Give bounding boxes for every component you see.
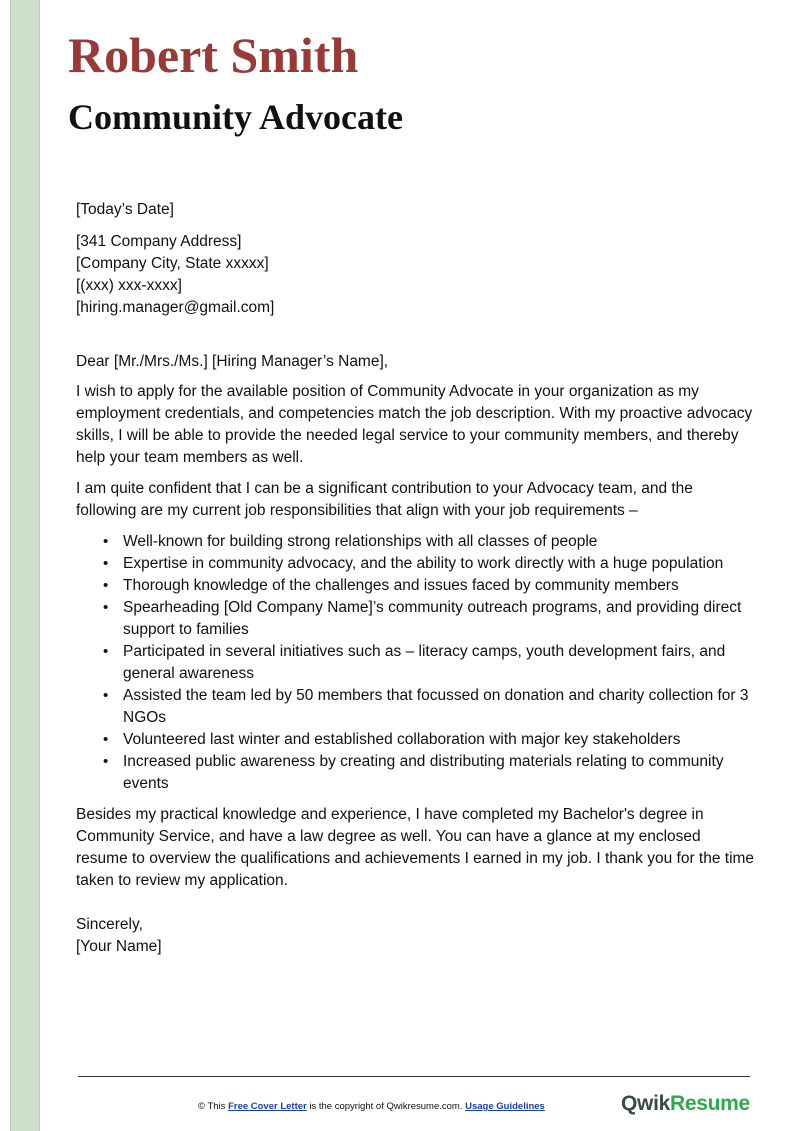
bullet-icon: •: [103, 687, 109, 704]
salutation: Dear [Mr./Mrs./Ms.] [Hiring Manager’s Name],: [76, 353, 389, 370]
bullet-icon: •: [103, 753, 109, 770]
recipient-address: [76, 231, 756, 319]
bullet-icon: •: [103, 533, 109, 550]
sign-off: Sincerely,: [76, 916, 143, 933]
address-line: [Company City, State xxxxx]: [76, 255, 269, 272]
list-item: • Well-known for building strong relationships with all classes of people: [76, 531, 756, 553]
paragraph-intro: I wish to apply for the available position of Community Advocate in your organization as my employment credentials, and competencies match the job description. With my proactive advocacy skills, I will be able to provide the needed legal service to your community members, and thereby help your team members as well.: [76, 383, 753, 466]
free-cover-letter-link[interactable]: Free Cover Letter: [228, 1101, 307, 1112]
applicant-name: Robert Smith: [68, 27, 359, 83]
letter-body: [76, 199, 756, 958]
paragraph-responsibilities: I am quite confident that I can be a significant contribution to your Advocacy team, and the following are my current job responsibilities that align with your job requirements –: [76, 480, 693, 519]
list-item: • Participated in several initiatives such as – literacy camps, youth development fairs, and general awareness: [103, 643, 726, 682]
bullet-icon: •: [103, 643, 109, 660]
qwikresume-logo: QwikResume: [621, 1092, 750, 1115]
job-title: Community Advocate: [68, 97, 403, 137]
bullet-icon: •: [103, 599, 109, 616]
list-item: • Volunteered last winter and established collaboration with major key stakeholders: [76, 729, 756, 751]
footer-divider: [78, 1076, 750, 1077]
bullet-icon: •: [103, 577, 109, 594]
decorative-side-bar: [10, 0, 40, 1131]
list-item: • Spearheading [Old Company Name]’s community outreach programs, and providing direct support to families: [103, 599, 742, 638]
list-item: • Assisted the team led by 50 members that focussed on donation and charity collection for 3 NGOs: [103, 687, 749, 726]
bullet-icon: •: [103, 731, 109, 748]
address-line: [hiring.manager@gmail.com]: [76, 299, 275, 316]
bullet-icon: •: [103, 555, 109, 572]
letter-date: [Today’s Date]: [76, 201, 174, 218]
list-item: • Thorough knowledge of the challenges and issues faced by community members: [76, 575, 756, 597]
address-line: [(xxx) xxx-xxxx]: [76, 277, 182, 294]
address-line: [341 Company Address]: [76, 233, 242, 250]
usage-guidelines-link[interactable]: Usage Guidelines: [465, 1101, 545, 1112]
paragraph-closing: Besides my practical knowledge and experience, I have completed my Bachelor's degree in Community Service, and have a law degree as well. You can have a glance at my enclosed resume to overview the qualifications and achievements I earned in my job. I thank you for the time taken to review my application.: [76, 806, 755, 889]
list-item: • Expertise in community advocacy, and the ability to work directly with a huge population: [76, 553, 756, 575]
responsibility-list: [76, 531, 756, 795]
footer-copyright: © This Free Cover Letter is the copyright of Qwikresume.com. Usage Guidelines: [198, 1101, 545, 1112]
list-item: • Increased public awareness by creating and distributing materials relating to community events: [103, 753, 724, 792]
signature-name: [Your Name]: [76, 938, 162, 955]
